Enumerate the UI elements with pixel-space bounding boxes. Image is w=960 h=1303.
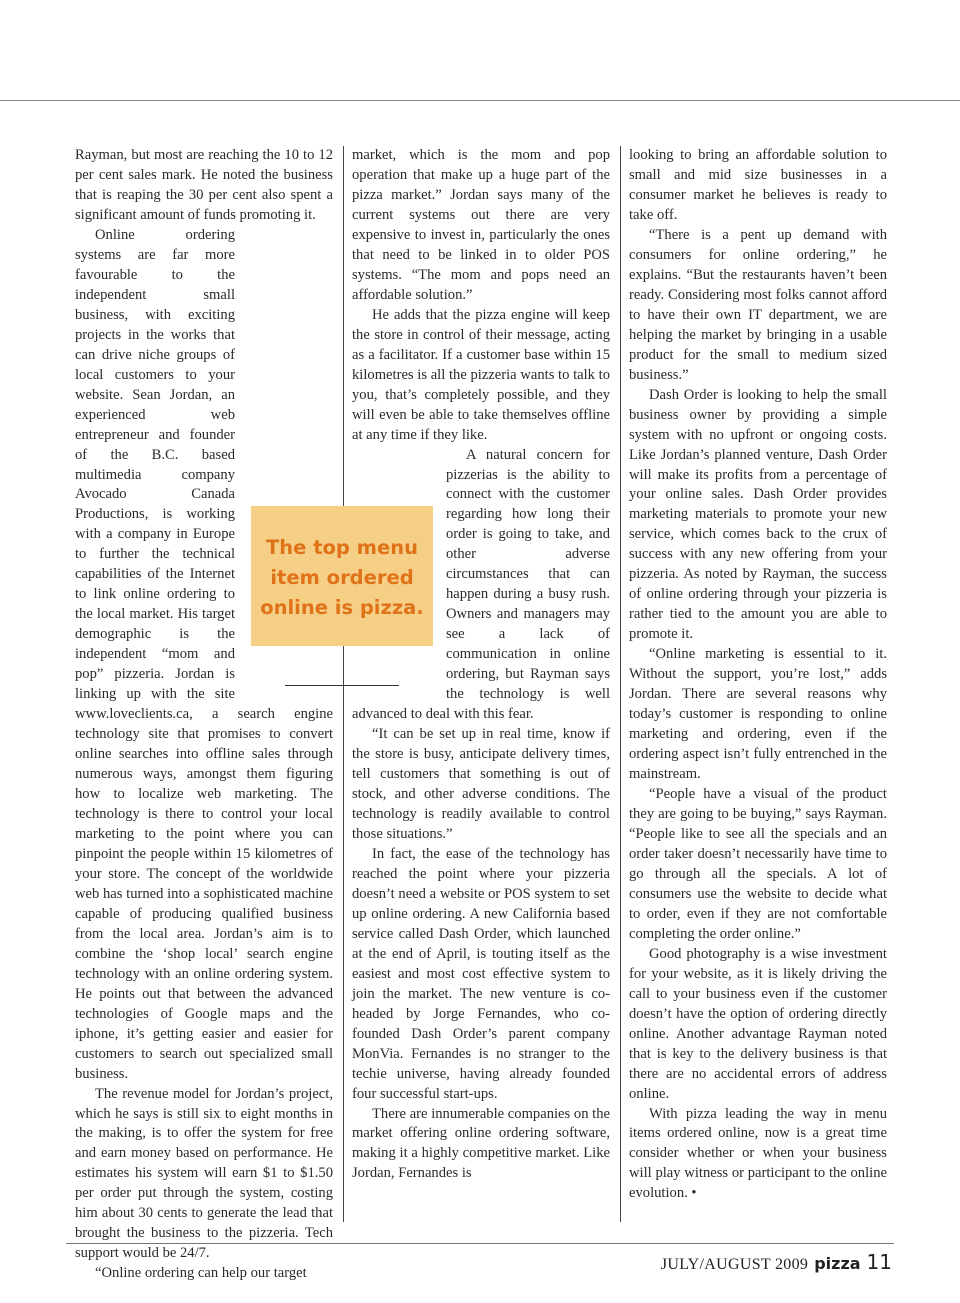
article-column-1: [75, 146, 333, 1282]
column-divider: [620, 146, 621, 1222]
paragraph: [75, 226, 333, 1085]
paragraph: Dash Order is looking to help the small business owner by providing a simple system with no upfront or ongoing costs. Like Jordan’s planned venture, Dash Order will make its profits from a percentage of your online sales. Dash Order provides marketing materials to promote your new service, which comes back to the crux of success with any new offering from your pizzeria. As noted by Rayman, the success of online ordering through your pizzeria is rather tied to the amount you are able to promote it.: [629, 386, 887, 643]
paragraph: With pizza leading the way in menu items ordered online, now is a great time consider whether or when your business will play witness or participant to the online evolution. •: [629, 1105, 887, 1202]
paragraph: “Online ordering can help our target: [95, 1265, 307, 1282]
page-number: 11: [866, 1250, 892, 1274]
column-divider: [343, 146, 344, 1222]
paragraph: There are innumerable companies on the market offering online ordering software, making it a highly competitive market. Like Jordan, Fernandes is: [352, 1105, 610, 1182]
magazine-name: pizza: [814, 1254, 861, 1273]
paragraph: “People have a visual of the product they are going to be buying,” says Rayman. “People like to see all the specials and an order taker doesn’t necessarily have time to go through all the specials. A lot of consumers use the website to decide what to order, even if they are not comfortable completing the order online.”: [629, 786, 887, 942]
paragraph: market, which is the mom and pop operation that make up a huge part of the pizza market.” Jordan says many of the current systems out there are very expensive to invest in, particularly the ones that need to be linked in to older POS systems. “The mom and pops need an affordable solution.”: [352, 147, 610, 303]
pull-quote-rule: [285, 685, 399, 686]
article-column-3: [629, 146, 887, 1226]
paragraph-text: A natural concern for pizzerias is the ability to connect with the customer regarding how long their order is going to take, and other adverse circumstances that can happen during a busy rush. Owners and managers may see a lack of communication in online ordering, but Rayman says the technology is well advanced to deal with this fear.: [352, 446, 610, 723]
paragraph: Good photography is a wise investment for your website, as it is likely driving the call to your business even if the customer doesn’t have the option of ordering directly online. Another advantage Rayman noted that is key to the delivery business is that there are no accidental errors of address online.: [629, 945, 887, 1102]
paragraph: The revenue model for Jordan’s project, which he says is still six to eight months in the making, is to offer the system for free and earn money based on performance. He estimates his system will earn $1 to $1.50 per order put through the system, costing him about 30 cents to generate the lead that brought the business to the pizzeria. Tech support would be 24/7.: [75, 1085, 333, 1262]
pull-quote-text: The top menu item ordered online is pizza.: [260, 536, 424, 619]
footer-rule: [66, 1243, 894, 1244]
paragraph-text: Online ordering systems are far more favourable to the independent small business, with exciting projects in the works that can drive niche groups of local customers to your website. Sean Jordan, an experienced web entrepreneur and founder of the B.C. based multimedia company Avocado Canada Productions, is working with a company in Europe to further the technical capabilities of the Internet to link online ordering to the local market. His target demographic is the independent “mom and pop” pizzeria. Jordan is linking up with the site www.loveclients.ca, a search engine technology site that promises to convert online searches into offline sales through numerous ways, amongst them figuring how to localize web marketing. The technology is there to control your local marketing to the point where you can pinpoint the people within 15 kilometres of your store. The concept of the worldwide web has turned into a sophisticated machine capable of producing qualified business from the local area. Jordan’s aim is to combine the ‘shop local’ search engine technology with an online ordering system. He points out that between the advanced technologies of Google maps and the iphone, it’s getting easier and easier for customers to search out specialized small business.: [75, 226, 333, 1082]
article-column-2: [352, 146, 610, 1226]
paragraph: “There is a pent up demand with consumers for online ordering,” he explains. “But the restaurants haven’t been ready. Considering most folks cannot afford to have their own IT department, we are helping the market by bringing in a usable product for the small to medium sized business.”: [629, 226, 887, 383]
header-rule: [0, 100, 960, 101]
paragraph: In fact, the ease of the technology has reached the point where your pizzeria doesn’t need a website or POS system to set up online ordering. A new California based service called Dash Order, which launched at the end of April, is touting itself as the easiest and most cost effective system to join the market. The new venture is co-headed by Jorge Fernandes, who co-founded Dash Order’s parent company MonVia. Fernandes is no stranger to the techie universe, having already founded four successful start-ups.: [352, 845, 610, 1102]
paragraph: looking to bring an affordable solution to small and mid size businesses in a consumer market he believes is ready to take off.: [629, 147, 887, 223]
pull-quote-box: [251, 506, 433, 646]
page-footer: [661, 1250, 892, 1278]
paragraph: “It can be set up in real time, know if the store is busy, anticipate delivery times, tell customers that something is out of stock, and other adverse conditions. The technology is readily available to control those situations.”: [352, 726, 610, 842]
issue-date: JULY/AUGUST 2009: [660, 1256, 809, 1273]
paragraph: “Online marketing is essential to it. Without the support, you’re lost,” adds Jordan. There are several reasons why today’s customer is responding to online marketing and ordering, even if the ordering aspect isn’t fully entrenched in the mainstream.: [629, 646, 887, 783]
paragraph: Rayman, but most are reaching the 10 to 12 per cent sales mark. He noted the business that is reaping the 30 per cent also spent a significant amount of funds promoting it.: [75, 147, 333, 223]
paragraph: He adds that the pizza engine will keep the store in control of their message, acting as a facilitator. If a customer base within 15 kilometres is all the pizzeria wants to talk to you, that’s completely possible, and they will even be able to take themselves offline at any time if they like.: [352, 306, 610, 443]
